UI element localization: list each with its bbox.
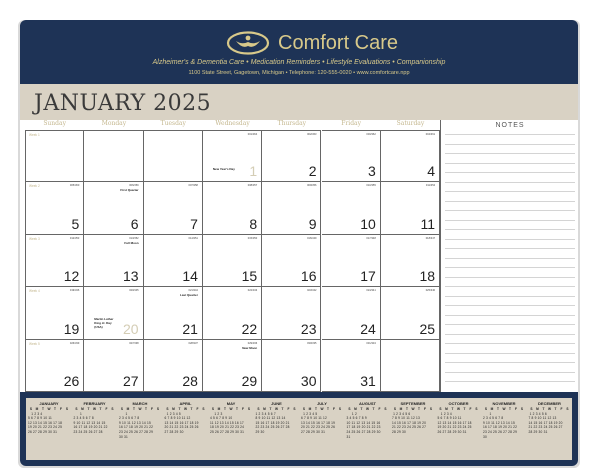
day-cell-11 (381, 182, 440, 234)
day-cell-10 (322, 182, 381, 234)
day-number: 11 (420, 215, 436, 232)
month-title: JANUARY 2025 (34, 91, 212, 116)
notes-line (445, 286, 575, 287)
notes-line (445, 315, 575, 316)
day-count: 030/335 (307, 341, 317, 345)
mini-month-name: DECEMBER (538, 401, 561, 406)
mini-weekday-row: S M T W T F S (29, 407, 69, 411)
day-number: 30 (300, 372, 317, 389)
mini-week-row: 26 27 28 29 30 31 (28, 429, 58, 434)
day-count: 008/357 (247, 184, 258, 188)
notes-line (445, 172, 575, 173)
mini-month-may (210, 401, 252, 457)
day-count: 018/347 (425, 236, 436, 240)
mini-weekday-row: S M T W T F S (348, 407, 387, 411)
mini-week-row: 7 8 9 10 11 12 13 (392, 416, 420, 421)
mini-week-row: 19 20 21 22 23 24 25 (437, 425, 472, 430)
mini-week-row: 2 3 4 5 6 7 8 (73, 416, 94, 421)
day-cell-26 (25, 340, 84, 392)
mini-week-row: 3 4 5 6 7 8 9 (346, 416, 367, 421)
day-count: 001/364 (247, 133, 258, 136)
day-cell-28 (144, 340, 203, 392)
day-cell-20 (84, 287, 143, 339)
brand-tagline: Alzheimer's & Dementia Care • Medication Reminders • Lifestyle Evaluations • Companionship (152, 59, 446, 66)
notes-line (445, 277, 575, 278)
day-count: 016/349 (307, 236, 317, 240)
mini-week-row: 25 26 27 28 29 30 31 (210, 429, 245, 434)
day-header-friday: Friday (341, 120, 362, 127)
day-count: 003/362 (366, 133, 376, 136)
day-cell-18 (381, 235, 440, 287)
day-count: 026/339 (69, 341, 80, 345)
mini-month-april (165, 401, 207, 457)
day-number: 6 (130, 215, 139, 232)
day-count: 017/348 (366, 236, 376, 240)
mini-month-december (529, 401, 571, 457)
week-label: Week 2 (29, 184, 40, 189)
day-number: 15 (241, 268, 258, 285)
notes-line (445, 258, 575, 259)
day-number: 7 (190, 215, 198, 232)
day-count: 011/354 (425, 184, 436, 188)
day-cell-17 (322, 235, 381, 287)
mini-week-row: 12 13 14 15 16 17 18 (28, 420, 63, 425)
day-count: 031/334 (366, 341, 376, 345)
mini-week-row: 26 27 28 29 30 31 (437, 429, 467, 434)
day-cell-16 (262, 235, 321, 287)
day-cell-25 (381, 287, 440, 339)
mini-weekday-row: S M T W T F S (211, 407, 251, 411)
mini-month-name: OCTOBER (448, 401, 469, 406)
mini-month-name: AUGUST (359, 401, 376, 406)
day-header-monday: Monday (101, 120, 127, 127)
notes-line (445, 353, 575, 354)
mini-weekday-row: S M T W T F S (393, 407, 433, 411)
day-number: 13 (123, 268, 139, 285)
brand-header (20, 20, 578, 84)
day-number: 20 (123, 320, 139, 337)
mini-week-row: 1 2 3 4 (28, 411, 43, 416)
mini-week-row: 21 22 23 24 25 26 27 (392, 425, 427, 430)
notes-line (445, 201, 575, 202)
mini-week-row: 15 16 17 18 19 20 21 (255, 420, 290, 425)
moon-phase-label: Last Quarter (180, 293, 198, 298)
mini-week-row: 20 21 22 23 24 25 26 (301, 425, 336, 430)
day-cell-27 (84, 340, 143, 392)
mini-week-row: 22 23 24 25 26 27 28 (255, 425, 290, 430)
holiday-label: New Year's Day (212, 167, 235, 172)
week-label: Week 3 (29, 236, 40, 241)
mini-week-row: 11 12 13 14 15 16 17 (210, 420, 244, 425)
day-header-saturday: Saturday (396, 120, 425, 127)
mini-weekday-row: S M T W T F S (484, 407, 524, 411)
mini-week-row: 31 (346, 434, 351, 439)
day-number: 25 (419, 320, 436, 337)
empty-day-cell (144, 130, 203, 182)
day-count: 021/344 (188, 289, 198, 293)
day-number: 23 (300, 320, 317, 337)
mini-week-row: 28 29 30 (392, 429, 407, 434)
day-number: 29 (241, 372, 258, 389)
empty-day-cell (84, 130, 143, 182)
day-count: 019/346 (69, 289, 80, 293)
day-cell-22 (203, 287, 262, 339)
day-cell-7 (144, 182, 203, 234)
notes-line (445, 134, 575, 135)
day-number: 5 (71, 215, 80, 232)
day-count: 002/363 (307, 133, 317, 136)
mini-week-row: 30 (483, 434, 487, 439)
mini-weekday-row: S M T W T F S (166, 407, 205, 411)
day-number: 21 (182, 320, 198, 337)
day-header-thursday: Thursday (277, 120, 307, 127)
day-count: 027/338 (129, 341, 139, 345)
mini-week-row: 28 29 30 31 (528, 429, 548, 434)
mini-week-row: 1 (73, 411, 82, 416)
day-count: 028/337 (188, 341, 198, 345)
moon-phase-label: New Moon (242, 345, 258, 350)
mini-week-row: 9 10 11 12 13 14 15 (483, 420, 515, 425)
day-number: 18 (419, 268, 436, 285)
notes-line (445, 381, 575, 382)
day-cell-3 (322, 130, 381, 182)
notes-line (445, 324, 575, 325)
notes-line (445, 144, 575, 145)
mini-week-row: 2 3 4 5 6 7 8 (483, 416, 504, 421)
year-at-a-glance (26, 398, 572, 460)
day-count: 020/345 (129, 289, 139, 293)
mini-week-row: 13 14 15 16 17 18 19 (301, 420, 336, 425)
mini-week-row: 27 28 29 30 (164, 429, 184, 434)
empty-day-cell (25, 130, 84, 182)
day-number: 26 (63, 372, 80, 389)
day-cell-13 (84, 235, 143, 287)
notes-line (445, 153, 575, 154)
notes-line (445, 334, 575, 335)
day-cell-9 (262, 182, 321, 234)
mini-month-august (347, 401, 389, 457)
mini-week-row: 1 (483, 411, 492, 416)
day-count: 013/352 (129, 236, 139, 240)
day-count: 023/342 (307, 289, 317, 293)
day-count: 012/353 (69, 236, 80, 240)
mini-week-row: 1 2 3 4 (437, 411, 452, 416)
empty-day-cell (381, 340, 440, 392)
mini-month-october (438, 401, 480, 457)
notes-line (445, 343, 575, 344)
day-cell-5 (25, 182, 84, 234)
day-number: 12 (63, 268, 80, 285)
notes-line (445, 182, 575, 183)
day-count: 029/336 (247, 341, 258, 345)
mini-week-row: 14 15 16 17 18 19 20 (392, 420, 427, 425)
mini-week-row: 1 (119, 411, 128, 416)
mini-week-row: 6 7 8 9 10 11 12 (164, 416, 191, 421)
day-number: 10 (360, 215, 376, 232)
day-cell-15 (203, 235, 262, 287)
day-cell-6 (84, 182, 143, 234)
mini-week-row: 30 31 (119, 434, 128, 439)
day-cell-19 (25, 287, 84, 339)
mini-month-september (392, 401, 434, 457)
mini-week-row: 1 2 3 4 5 6 (528, 411, 547, 416)
day-count: 025/340 (425, 289, 436, 293)
day-header-sunday: Sunday (43, 120, 66, 127)
day-number: 3 (368, 163, 376, 180)
day-number: 14 (182, 268, 198, 285)
day-number: 8 (249, 215, 258, 232)
mini-week-row: 7 8 9 10 11 12 13 (528, 416, 557, 421)
notes-line (445, 296, 575, 297)
mini-week-row: 29 30 (255, 429, 265, 434)
mini-week-row: 9 10 11 12 13 14 15 (119, 420, 151, 425)
day-number: 27 (123, 372, 139, 389)
day-cell-14 (144, 235, 203, 287)
month-grid (25, 120, 440, 392)
day-cell-23 (262, 287, 321, 339)
mini-week-row: 18 19 20 21 22 23 24 (210, 425, 245, 430)
mini-week-row: 14 15 16 17 18 19 20 (528, 420, 563, 425)
mini-month-february (74, 401, 116, 457)
notes-line (445, 229, 575, 230)
mini-week-row: 2 3 4 5 6 7 8 (119, 416, 140, 421)
day-cell-1 (203, 130, 262, 182)
mini-weekday-row: S M T W T F S (439, 407, 478, 411)
mini-week-row: 12 13 14 15 16 17 18 (437, 420, 472, 425)
brand-name: Comfort Care (278, 32, 399, 54)
day-cell-24 (322, 287, 381, 339)
notes-line (445, 191, 575, 192)
mini-month-name: JANUARY (39, 401, 59, 406)
day-number: 31 (360, 372, 376, 389)
mini-week-row: 23 24 25 26 27 28 29 (483, 429, 518, 434)
day-cell-4 (381, 130, 440, 182)
day-header-wednesday: Wednesday (215, 120, 250, 127)
mini-week-row: 1 2 3 4 5 6 (392, 411, 411, 416)
week-label: Week 4 (29, 289, 40, 294)
notes-line (445, 210, 575, 211)
mini-week-row: 5 6 7 8 9 10 11 (28, 416, 53, 421)
day-number: 22 (241, 320, 258, 337)
mini-week-row: 16 17 18 19 20 21 22 (73, 425, 108, 430)
brand-address: 1100 State Street, Gagetown, Michigan • Telephone: 120-555-0020 • www.comfortcare.npp (188, 70, 410, 76)
notes-line (445, 163, 575, 164)
mini-week-row: 1 2 (346, 411, 357, 416)
mini-week-row: 8 9 10 11 12 13 14 (255, 416, 286, 421)
mini-week-row: 23 24 25 26 27 28 29 (119, 429, 154, 434)
mini-month-name: FEBRUARY (83, 401, 106, 406)
day-cell-2 (262, 130, 321, 182)
mini-week-row: 5 6 7 8 9 10 11 (437, 416, 462, 421)
mini-week-row: 16 17 18 19 20 21 22 (483, 425, 518, 430)
mini-month-name: SEPTEMBER (400, 401, 426, 406)
mini-week-row: 21 22 23 24 25 26 27 (528, 425, 563, 430)
mini-week-row: 19 20 21 22 23 24 25 (28, 425, 63, 430)
day-header-tuesday: Tuesday (160, 120, 186, 127)
day-count: 004/361 (425, 133, 436, 136)
notes-line (445, 267, 575, 268)
mini-week-row: 1 2 3 4 5 (301, 411, 318, 416)
day-number: 9 (308, 215, 317, 232)
mini-weekday-row: S M T W T F S (120, 407, 160, 411)
day-cell-21 (144, 287, 203, 339)
day-count: 022/343 (247, 289, 258, 293)
day-number: 19 (63, 320, 80, 337)
mini-weekday-row: S M T W T F S (75, 407, 114, 411)
mini-week-row: 23 24 25 26 27 28 (73, 429, 103, 434)
desk-pad-calendar (20, 20, 578, 466)
year-footer (20, 392, 578, 466)
day-cell-8 (203, 182, 262, 234)
day-count: 005/360 (69, 184, 80, 188)
mini-week-row: 6 7 8 9 10 11 12 (301, 416, 328, 421)
day-count: 006/359 (129, 184, 139, 188)
mini-week-row: 9 10 11 12 13 14 15 (73, 420, 106, 425)
mini-month-name: APRIL (179, 401, 192, 406)
moon-phase-label: First Quarter (120, 188, 139, 193)
day-number: 16 (300, 268, 317, 285)
mini-month-january (28, 401, 70, 457)
notes-title: NOTES (495, 122, 525, 129)
day-count: 014/351 (188, 236, 198, 240)
day-cell-31 (322, 340, 381, 392)
mini-week-row: 20 21 22 23 24 25 26 (164, 425, 199, 430)
day-count: 007/358 (188, 184, 198, 188)
mini-month-name: MAY (226, 401, 236, 406)
week-label: Week 5 (29, 341, 40, 346)
notes-line (445, 362, 575, 363)
day-number: 2 (308, 163, 317, 180)
notes-line (445, 248, 575, 249)
day-count: 010/355 (366, 184, 376, 188)
mini-week-row: 24 25 26 27 28 29 30 (346, 429, 381, 434)
mini-weekday-row: S M T W T F S (530, 407, 569, 411)
mini-week-row: 1 2 3 4 5 6 7 (255, 411, 276, 416)
notes-line (445, 372, 575, 373)
mini-month-november (483, 401, 525, 457)
mini-week-row: 13 14 15 16 17 18 19 (164, 420, 199, 425)
day-cell-29 (203, 340, 262, 392)
mini-week-row: 1 2 3 (210, 411, 223, 416)
mini-week-row: 4 5 6 7 8 9 10 (210, 416, 233, 421)
moon-phase-label: Full Moon (124, 240, 139, 245)
mini-week-row: 17 18 19 20 21 22 23 (346, 425, 381, 430)
mini-month-march (119, 401, 161, 457)
day-count: 024/341 (366, 289, 376, 293)
day-cell-12 (25, 235, 84, 287)
mini-week-row: 1 2 3 4 5 (164, 411, 181, 416)
mini-month-name: JUNE (271, 401, 282, 406)
day-count: 009/356 (307, 184, 317, 188)
notes-line (445, 220, 575, 221)
notes-column (440, 120, 578, 392)
mini-week-row: 16 17 18 19 20 21 22 (119, 425, 154, 430)
day-number: 28 (182, 372, 198, 389)
mini-month-name: JULY (317, 401, 327, 406)
day-number: 1 (249, 163, 258, 180)
comfort-care-logo-icon (226, 31, 270, 55)
mini-month-name: NOVEMBER (492, 401, 516, 406)
mini-weekday-row: S M T W T F S (302, 407, 342, 411)
mini-weekday-row: S M T W T F S (257, 407, 296, 411)
mini-week-row: 27 28 29 30 31 (301, 429, 326, 434)
mini-week-row: 10 11 12 13 14 15 16 (346, 420, 381, 425)
notes-line (445, 239, 575, 240)
notes-line (445, 305, 575, 306)
day-cell-30 (262, 340, 321, 392)
holiday-label: Martin Luther King Jr. Day (USA) (94, 316, 114, 329)
mini-month-july (301, 401, 343, 457)
mini-month-name: MARCH (132, 401, 148, 406)
mini-month-june (256, 401, 298, 457)
day-number: 17 (360, 268, 376, 285)
day-number: 24 (360, 320, 376, 337)
week-label: Week 1 (29, 133, 40, 137)
day-count: 015/350 (247, 236, 258, 240)
day-number: 4 (427, 163, 436, 180)
